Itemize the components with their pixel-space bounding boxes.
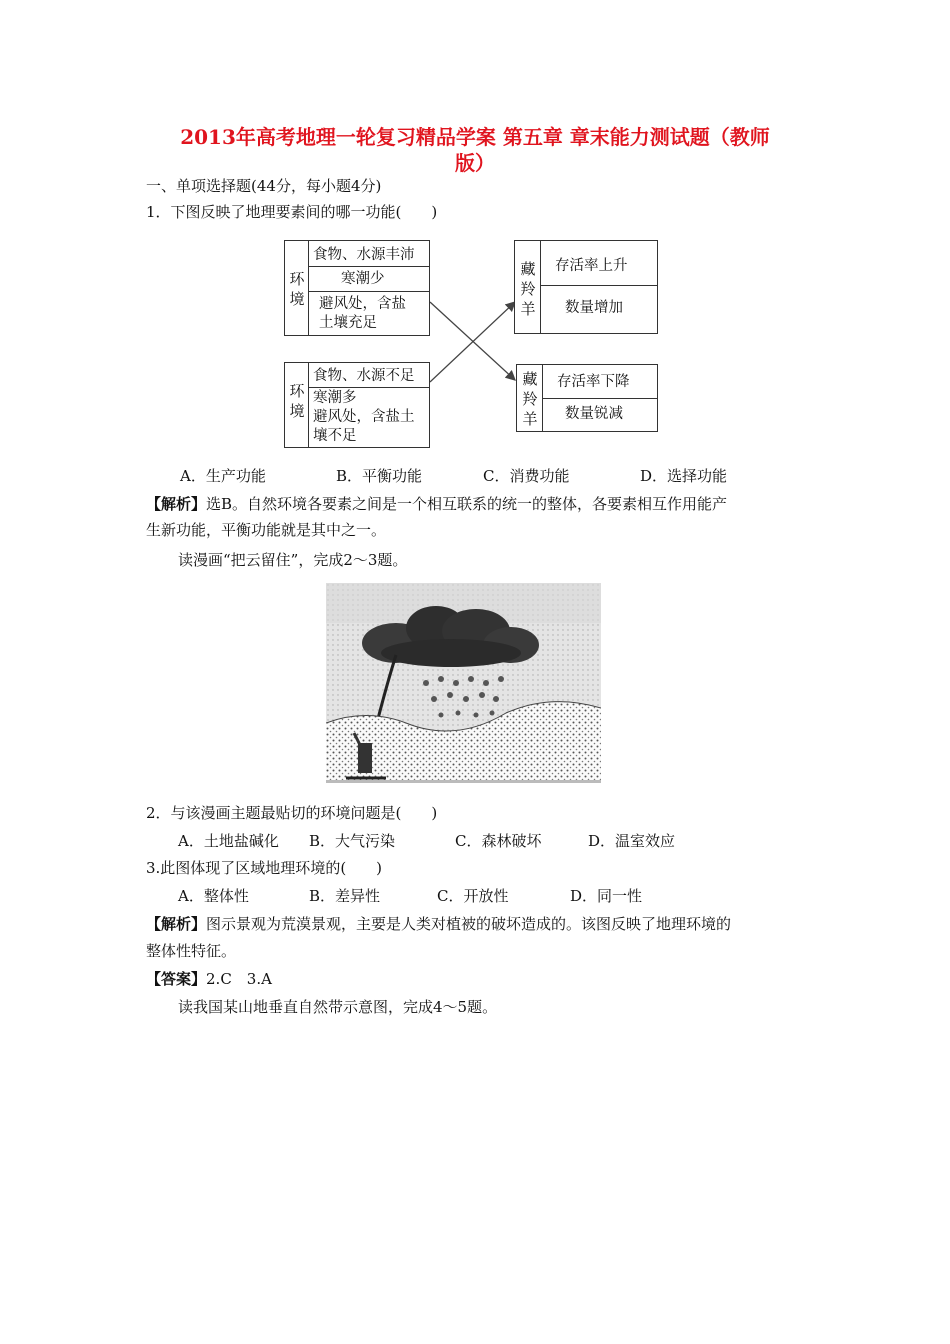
intro-2-3: 读漫画“把云留住”，完成2～3题。	[178, 551, 408, 569]
env-top-item: 寒潮少	[341, 271, 385, 287]
q1-option-a: A．生产功能	[180, 467, 266, 485]
analysis2-line2: 整体性特征。	[146, 942, 237, 960]
q1-option-c: C．消费功能	[483, 467, 570, 485]
cartoon-illustration	[326, 583, 601, 783]
analysis-tag: 【解析】	[146, 915, 207, 933]
q1-analysis-line2: 生新功能，平衡功能就是其中之一。	[146, 521, 387, 539]
antelope-box-bottom	[516, 364, 658, 432]
analysis-text: 图示景观为荒漠景观，主要是人类对植被的破坏造成的。该图反映了地理环境的	[206, 915, 732, 933]
q2-option-d: D．温室效应	[588, 832, 676, 850]
answer-line	[146, 969, 272, 989]
env-bottom-item: 壤不足	[313, 428, 357, 444]
section-heading: 一、单项选择题(44分，每小题4分)	[146, 177, 382, 195]
env-top-item: 避风处，含盐	[319, 296, 406, 312]
env-label-bottom: 环 境	[289, 382, 305, 420]
q1-option-d: D．选择功能	[640, 467, 728, 485]
q1-analysis-line1	[146, 494, 727, 514]
question-2-stem: 2．与该漫画主题最贴切的环境问题是( )	[146, 804, 438, 822]
q2-option-c: C．森林破坏	[455, 832, 542, 850]
intro-4-5: 读我国某山地垂直自然带示意图，完成4～5题。	[178, 998, 498, 1016]
page-title-line2: 版）	[455, 151, 495, 175]
page-title-line1: 2013年高考地理一轮复习精品学案 第五章 章末能力测试题（教师	[180, 125, 770, 149]
env-bottom-item: 寒潮多	[313, 390, 357, 406]
page-title	[130, 124, 820, 176]
question-1-stem: 1．下图反映了地理要素间的哪一功能( )	[146, 203, 438, 221]
q3-option-b: B．差异性	[309, 887, 381, 905]
q3-option-a: A．整体性	[178, 887, 249, 905]
q1-option-b: B．平衡功能	[336, 467, 423, 485]
env-top-item: 土壤充足	[319, 315, 377, 331]
q1-diagram	[284, 240, 658, 450]
env-top-item: 食物、水源丰沛	[313, 247, 415, 263]
env-bottom-item: 避风处，含盐土	[313, 409, 415, 425]
answer-text: 2.C 3.A	[206, 970, 272, 988]
antelope-top-item: 数量增加	[565, 300, 623, 316]
q2-option-a: A．土地盐碱化	[178, 832, 279, 850]
antelope-label-bottom: 藏 羚 羊	[522, 370, 538, 428]
answer-tag: 【答案】	[146, 970, 207, 988]
analysis-tag: 【解析】	[146, 495, 207, 513]
antelope-label-top: 藏 羚 羊	[520, 260, 536, 318]
env-box-top	[284, 240, 430, 336]
antelope-bottom-item: 数量锐减	[565, 406, 623, 422]
q3-option-c: C．开放性	[437, 887, 509, 905]
cartoon-keep-clouds	[326, 583, 601, 783]
env-box-bottom	[284, 362, 430, 448]
antelope-top-item: 存活率上升	[555, 258, 628, 274]
env-label-top: 环 境	[289, 270, 305, 308]
analysis2-line1	[146, 914, 731, 934]
antelope-bottom-item: 存活率下降	[557, 374, 630, 390]
q3-option-d: D．同一性	[570, 887, 643, 905]
env-bottom-item: 食物、水源不足	[313, 368, 415, 384]
antelope-box-top	[514, 240, 658, 334]
question-3-stem: 3.此图体现了区域地理环境的( )	[146, 859, 383, 877]
q2-option-b: B．大气污染	[309, 832, 396, 850]
analysis-text: 选B。自然环境各要素之间是一个相互联系的统一的整体，各要素相互作用能产	[206, 495, 728, 513]
